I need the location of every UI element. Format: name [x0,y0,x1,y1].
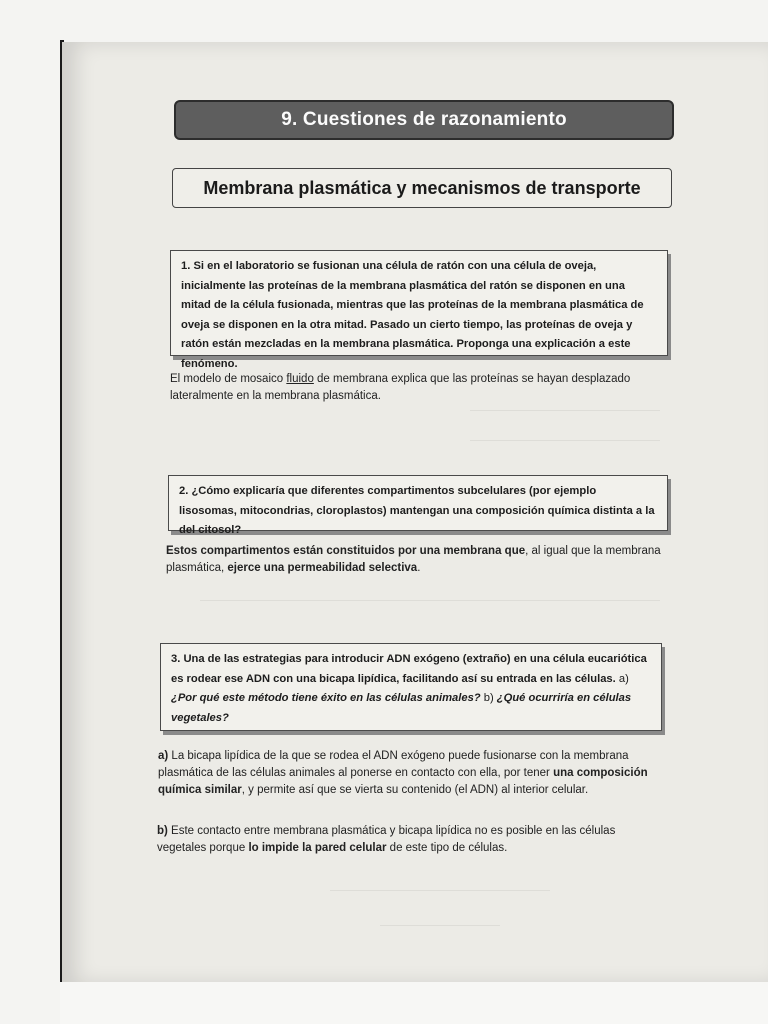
answer-1 [170,371,670,405]
answer-3a-part: , y permite así que se vierta su contenido (el ADN) al interior celular. [241,784,589,796]
answer-3b-part: Este contacto entre membrana plasmática y bicapa lipídica no es posible en las células vegetales porque [157,825,616,854]
answer-2 [166,543,676,577]
answer-2-part: . [417,562,421,574]
bleed-through-line [330,890,550,891]
question-3-label-b: b) [480,692,497,704]
answer-2-bold: Estos compartimentos están constituidos por una membrana que [166,545,526,557]
question-3-label-a: a) [615,672,629,685]
answer-3a-bold: una composición química similar [158,767,648,796]
answer-2-bold: ejerce una permeabilidad selectiva [227,562,418,574]
question-1-box [170,250,668,370]
section-title: 9. Cuestiones de razonamiento [174,100,674,140]
answer-3a-label: a) [158,750,169,762]
bleed-through-line [470,410,660,411]
bleed-through-line [380,925,500,926]
answer-1-part: de membrana explica que las proteínas se hayan desplazado lateralmente en la membrana plasmática. [170,373,631,402]
question-3-statement: 3. Una de las estrategias para introducir ADN exógeno (extraño) en una célula eucariótica es rodear ese ADN con una bicapa lipídica, facilitando así su entrada en las células. [171,653,647,685]
answer-1-part: El modelo de mosaico [170,373,287,385]
topic-title: Membrana plasmática y mecanismos de transporte [172,168,672,208]
answer-3b-bold: lo impide la pared celular [248,842,387,854]
question-2-text: 2. ¿Cómo explicaría que diferentes compartimentos subcelulares (por ejemplo lisosomas, mitocondrias, cloroplastos) mantengan una composición química distinta a la del citosol? [179,485,655,536]
question-3-box [160,643,662,731]
answer-3b-part: de este tipo de células. [386,842,508,854]
answer-3a-part: La bicapa lipídica de la que se rodea el ADN exógeno puede fusionarse con la membrana plasmática de las células animales al ponerse en contacto con ella, por tener [158,750,629,779]
bleed-through-line [200,600,660,601]
answer-1-underlined: fluido [286,373,314,385]
answer-3a [158,748,668,799]
answer-2-part: , al igual que la membrana plasmática, [166,545,661,574]
answer-3b [157,823,667,857]
bleed-through-line [470,440,660,441]
page-bottom-margin [60,982,768,1024]
answer-3b-label: b) [157,825,168,837]
question-2-box [168,475,668,536]
question-1-text: 1. Si en el laboratorio se fusionan una célula de ratón con una célula de oveja, inicialmente las proteínas de la membrana plasmática del ratón se disponen en una mitad de la célula fusionada, mientras que las proteínas de la membrana plasmática de oveja se disponen en la otra mitad. Pasado un cierto tiempo, las proteínas de oveja y ratón están mezcladas en la membrana plasmática. Proponga una explicación a este fenómeno. [181,260,644,370]
question-3-part-b: ¿Qué ocurriría en células vegetales? [171,692,632,724]
question-3-part-a: ¿Por qué este método tiene éxito en las células animales? [171,692,481,704]
